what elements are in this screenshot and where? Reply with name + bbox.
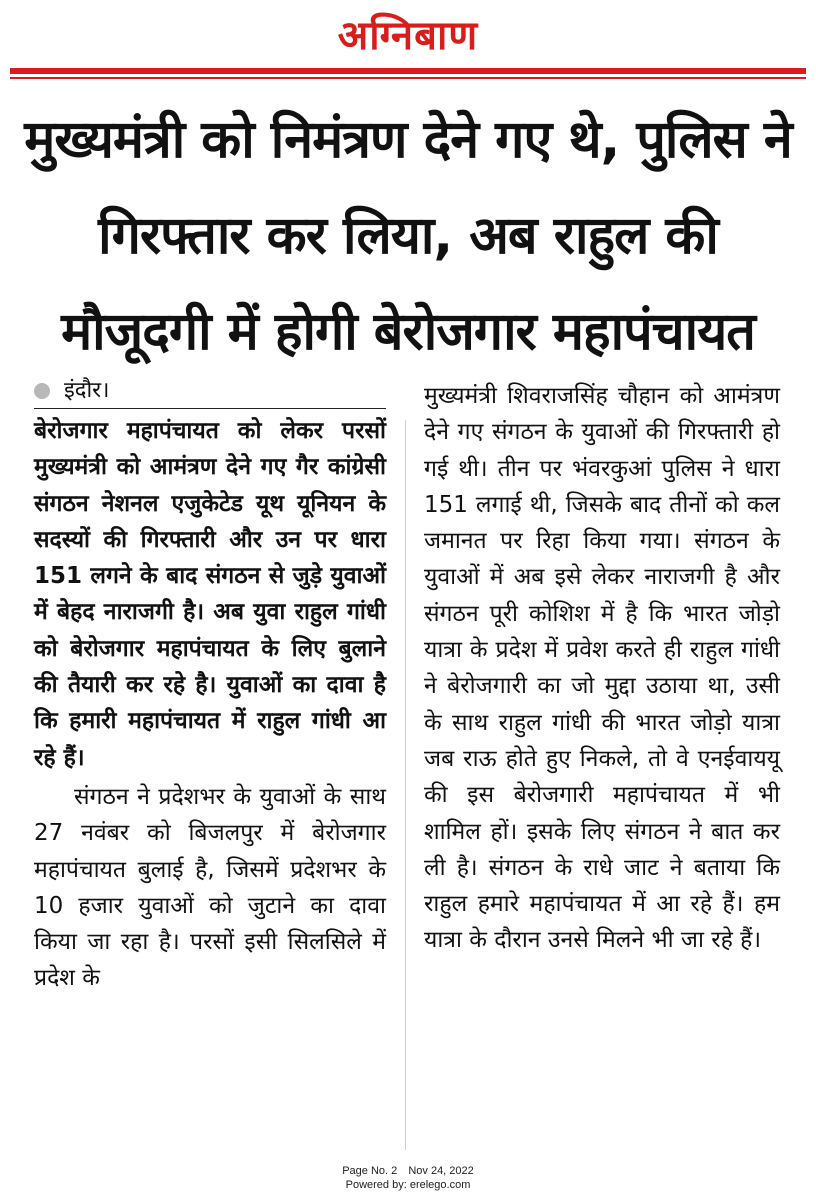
article-lead: बेरोजगार महापंचायत को लेकर परसों मुख्यमंत्री को आमंत्रण देने गए गैर कांग्रेसी संगठन नेशनल एजुकेटेड यूथ यूनियन के सदस्यों की गिरफ्तारी और उन पर धारा 151 लगने के बाद संगठन से जुड़े युवाओं में बेहद नाराजगी है। अब युवा राहुल गांधी को बेरोजगार महापंचायत के लिए बुलाने की तैयारी कर रहे है। युवाओं का दावा है कि हमारी महापंचायत में राहुल गांधी आ रहे हैं। [34, 418, 386, 771]
powered-by: Powered by: erelego.com [345, 1179, 471, 1191]
dateline [34, 376, 386, 406]
article-headline: मुख्यमंत्री को निमंत्रण देने गए थे, पुलिस ने गिरफ्तार कर लिया, अब राहुल की मौजूदगी में होगी बेरोजगार महापंचायत [24, 110, 792, 362]
article-paragraph-continued: मुख्यमंत्री शिवराजसिंह चौहान को आमंत्रण देने गए संगठन के युवाओं की गिरफ्तारी हो गई थी। तीन पर भंवरकुआं पुलिस ने धारा 151 लगाई थी, जिसके बाद तीनों को कल जमानत पर रिहा किया गया। संगठन के युवाओं में अब इसे लेकर नाराजगी है और संगठन पूरी कोशिश में है कि भारत जोड़ो यात्रा के प्रदेश में प्रवेश करते ही राहुल गांधी ने बेरोजगारी का जो मुद्दा उठाया था, उसी के साथ राहुल गांधी की भारत जोड़ो यात्रा जब राऊ होते हुए निकले, तो वे एनईवाययू की इस बेरोजगारी महापंचायत में भी शामिल हों। इसके लिए संगठन ने बात कर ली है। संगठन के राधे जाट ने बताया कि राहुल हमारे महापंचायत में आ रहे हैं। हम यात्रा के दौरान उनसे मिलने भी जा रहे हैं। [424, 383, 780, 954]
bullet-dot-icon [34, 383, 50, 399]
page-number: Page No. 2 [342, 1165, 398, 1177]
newspaper-logo: अग्निबाण [337, 12, 479, 59]
article-column-left [34, 376, 386, 997]
column-divider [405, 420, 406, 1150]
dateline-text: इंदौर। [64, 377, 110, 403]
page-footer [0, 1164, 816, 1192]
masthead-rule-thick [10, 68, 806, 74]
article-paragraph: संगठन ने प्रदेशभर के युवाओं के साथ 27 नवंबर को बिजलपुर में बेरोजगार महापंचायत बुलाई है, जिसमें प्रदेशभर के 10 हजार युवाओं को जुटाने का दावा किया जा रहा है। परसों इसी सिलसिले में प्रदेश के [34, 783, 386, 992]
masthead-rule-thin [10, 77, 806, 79]
masthead [0, 0, 816, 80]
article-column-right [424, 378, 780, 959]
edition-date: Nov 24, 2022 [408, 1165, 474, 1177]
